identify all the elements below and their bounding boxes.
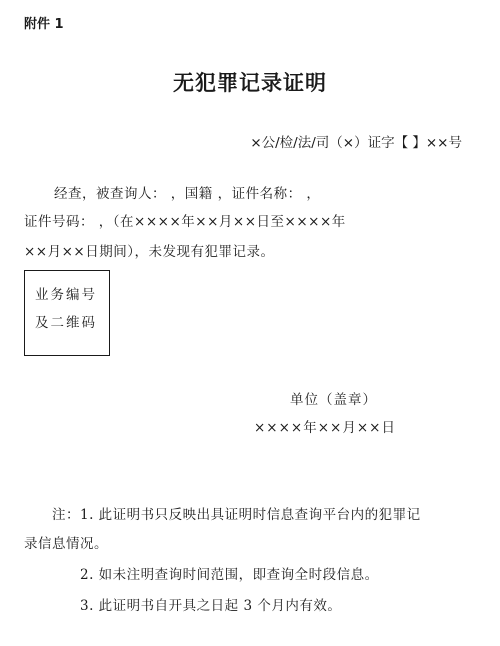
- note-3: 3. 此证明书自开具之日起 3 个月内有效。: [80, 598, 342, 614]
- body-line-1: 经查，被查询人： ，国籍 ，证件名称： ，: [54, 186, 321, 202]
- page-title: 无犯罪记录证明: [173, 70, 327, 95]
- note-1: 注：1. 此证明书只反映出具证明时信息查询平台内的犯罪记: [52, 507, 421, 523]
- document-number: ×公/检/法/司（×）证字【 】××号: [250, 135, 462, 151]
- body-line-3: ××月××日期间），未发现有犯罪记录。: [24, 244, 275, 260]
- qr-box-label-line-1: 业务编号: [35, 287, 97, 303]
- issuing-unit-seal: 单位（盖章）: [290, 392, 377, 408]
- note-2: 2. 如未注明查询时间范围，即查询全时段信息。: [80, 567, 379, 583]
- issue-date: ××××年××月××日: [254, 420, 396, 436]
- note-1-continued: 录信息情况。: [24, 536, 108, 552]
- attachment-label: 附件 1: [24, 17, 64, 32]
- qr-code-box: [24, 270, 110, 356]
- qr-box-label-line-2: 及二维码: [35, 315, 97, 331]
- body-line-2: 证件号码： ，（在××××年××月××日至××××年: [24, 214, 346, 230]
